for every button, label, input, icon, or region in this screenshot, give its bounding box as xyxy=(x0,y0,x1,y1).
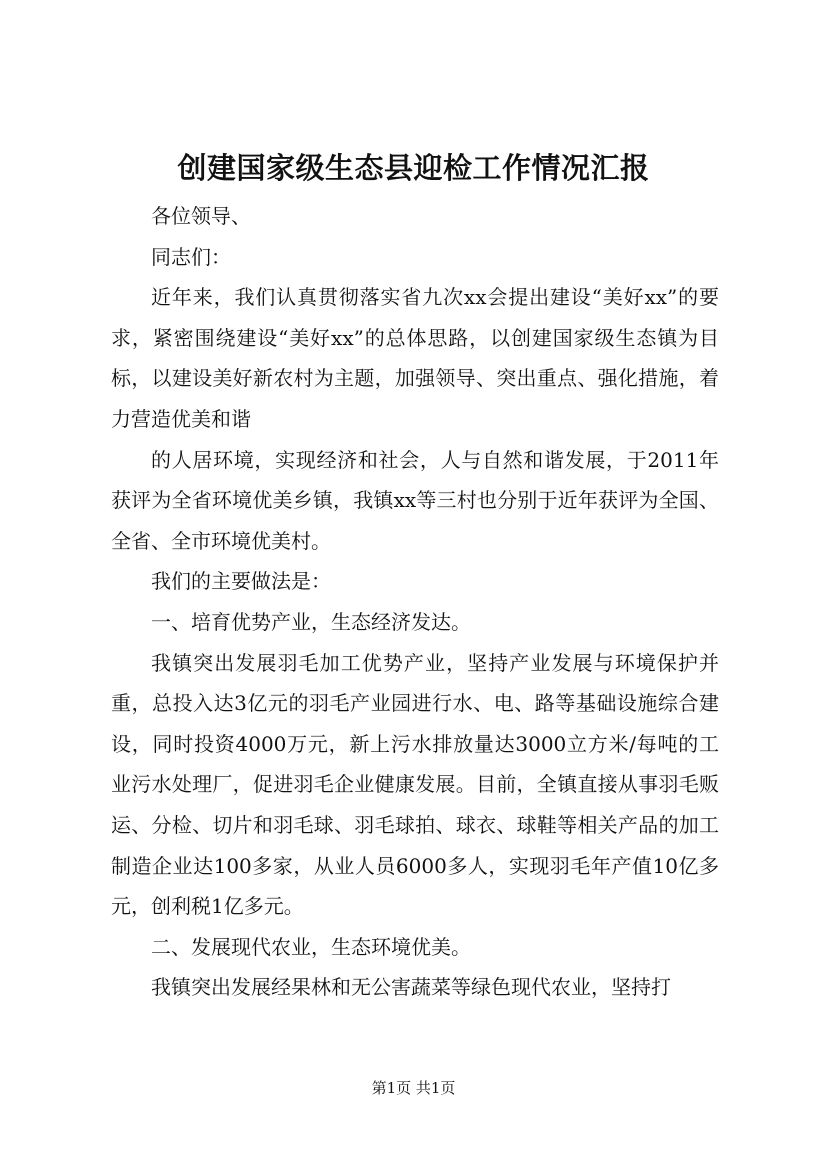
paragraph-section-1: 我镇突出发展羽毛加工优势产业，坚持产业发展与环境保护并重，总投入达3亿元的羽毛产业园进行水、电、路等基础设施综合建设，同时投资4000万元，新上污水排放量达3000立方米/每吨的工业污水处理厂，促进羽毛企业健康发展。目前，全镇直接从事羽毛贩运、分检、切片和羽毛球、羽毛球拍、球衣、球鞋等相关产品的加工制造企业达100多家，从业人员6000多人，实现羽毛年产值10亿多元，创利税1亿多元。 xyxy=(111,650,719,919)
paragraph-section-2: 我镇突出发展经果林和无公害蔬菜等绿色现代农业，坚持打 xyxy=(151,975,671,1000)
document-title: 创建国家级生态县迎检工作情况汇报 xyxy=(177,151,650,185)
section-heading-2: 二、发展现代农业，生态环境优美。 xyxy=(151,934,471,959)
section-heading-1: 一、培育优势产业，生态经济发达。 xyxy=(151,609,471,634)
document-body xyxy=(111,196,719,1008)
page-footer: 第1页 共1页 xyxy=(371,1079,456,1097)
paragraph-main-practices: 我们的主要做法是： xyxy=(151,569,331,594)
paragraph-intro: 近年来，我们认真贯彻落实省九次xx会提出建设“美好xx”的要求，紧密围绕建设“美好xx”的总体思路，以创建国家级生态镇为目标，以建设美好新农村为主题，加强领导、突出重点、强化措施，着力营造优美和谐 xyxy=(111,285,719,431)
paragraph-salutation-2: 同志们： xyxy=(151,244,231,269)
paragraph-intro-continued: 的人居环境，实现经济和社会，人与自然和谐发展，于2011年获评为全省环境优美乡镇，我镇xx等三村也分别于近年获评为全国、全省、全市环境优美村。 xyxy=(111,447,719,553)
paragraph-salutation-1: 各位领导、 xyxy=(151,204,251,228)
